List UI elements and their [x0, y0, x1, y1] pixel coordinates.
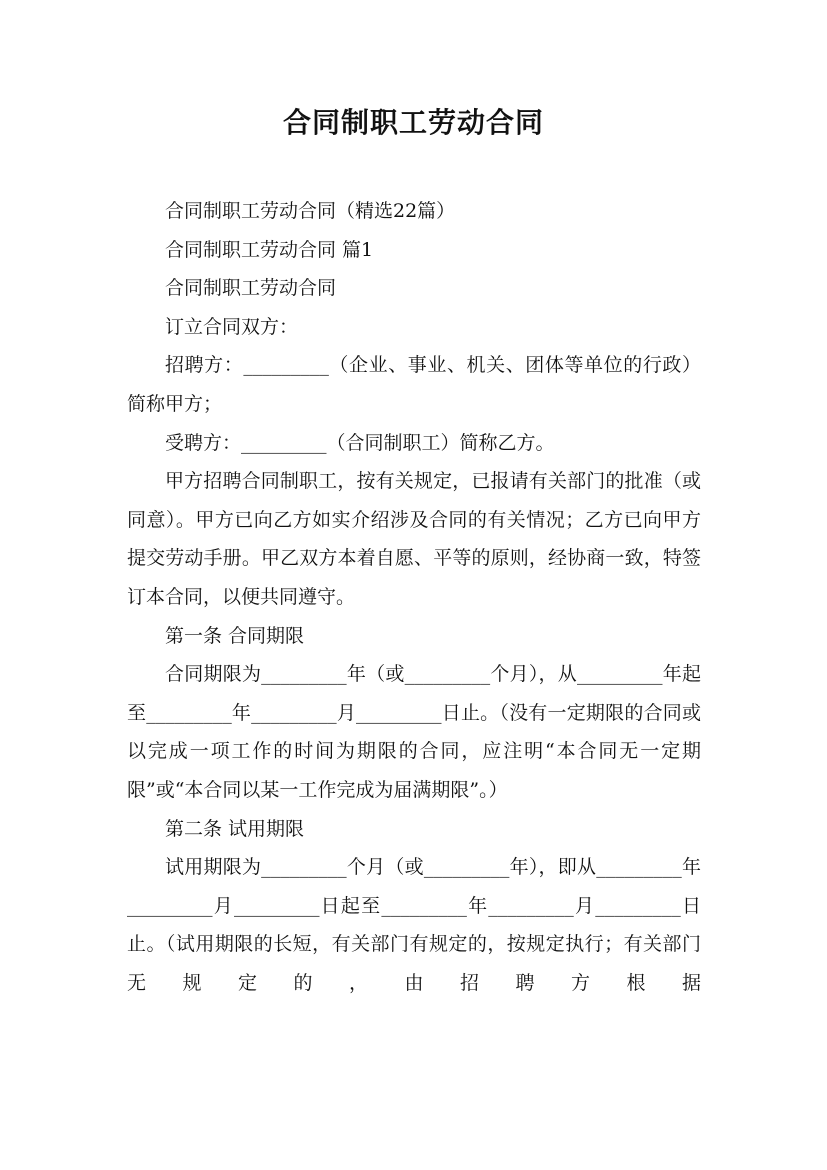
section-heading-probation: 第二条 试用期限 — [165, 817, 305, 840]
document-title: 合同制职工劳动合同 — [282, 106, 544, 139]
document-body — [127, 192, 701, 1002]
section-heading-term: 第一条 合同期限 — [165, 624, 305, 647]
paragraph-employer: 招聘方：_________（企业、事业、机关、团体等单位的行政）简称甲方； — [127, 354, 701, 415]
paragraph-contract-name: 合同制职工劳动合同 — [165, 277, 337, 300]
paragraph-term: 合同期限为_________年（或_________个月），从_________年起至_________年_________月_________日止。（没有一定期限的合同或以完成一项工作的时间为期限的合同，应注明“本合同无一定期限”或“本合同以某一工作完成为届满期限”。） — [127, 663, 701, 801]
paragraph-subtitle: 合同制职工劳动合同（精选22篇） — [165, 200, 456, 222]
paragraph-probation: 试用期限为_________个月（或_________年），即从_________年_________月_________日起至_________年_________月_________日止。（试用期限的长短，有关部门有规定的，按规定执行；有关部门无规定的，由招聘方根据 — [127, 856, 701, 994]
paragraph-preamble: 甲方招聘合同制职工，按有关规定，已报请有关部门的批准（或同意）。甲方已向乙方如实介绍涉及合同的有关情况；乙方已向甲方提交劳动手册。甲乙双方本着自愿、平等的原则，经协商一致，特签订本合同，以便共同遵守。 — [127, 470, 701, 608]
paragraph-article-heading: 合同制职工劳动合同 篇1 — [165, 238, 374, 261]
paragraph-employee: 受聘方：_________（合同制职工）简称乙方。 — [165, 431, 555, 454]
paragraph-parties-label: 订立合同双方： — [165, 315, 299, 338]
